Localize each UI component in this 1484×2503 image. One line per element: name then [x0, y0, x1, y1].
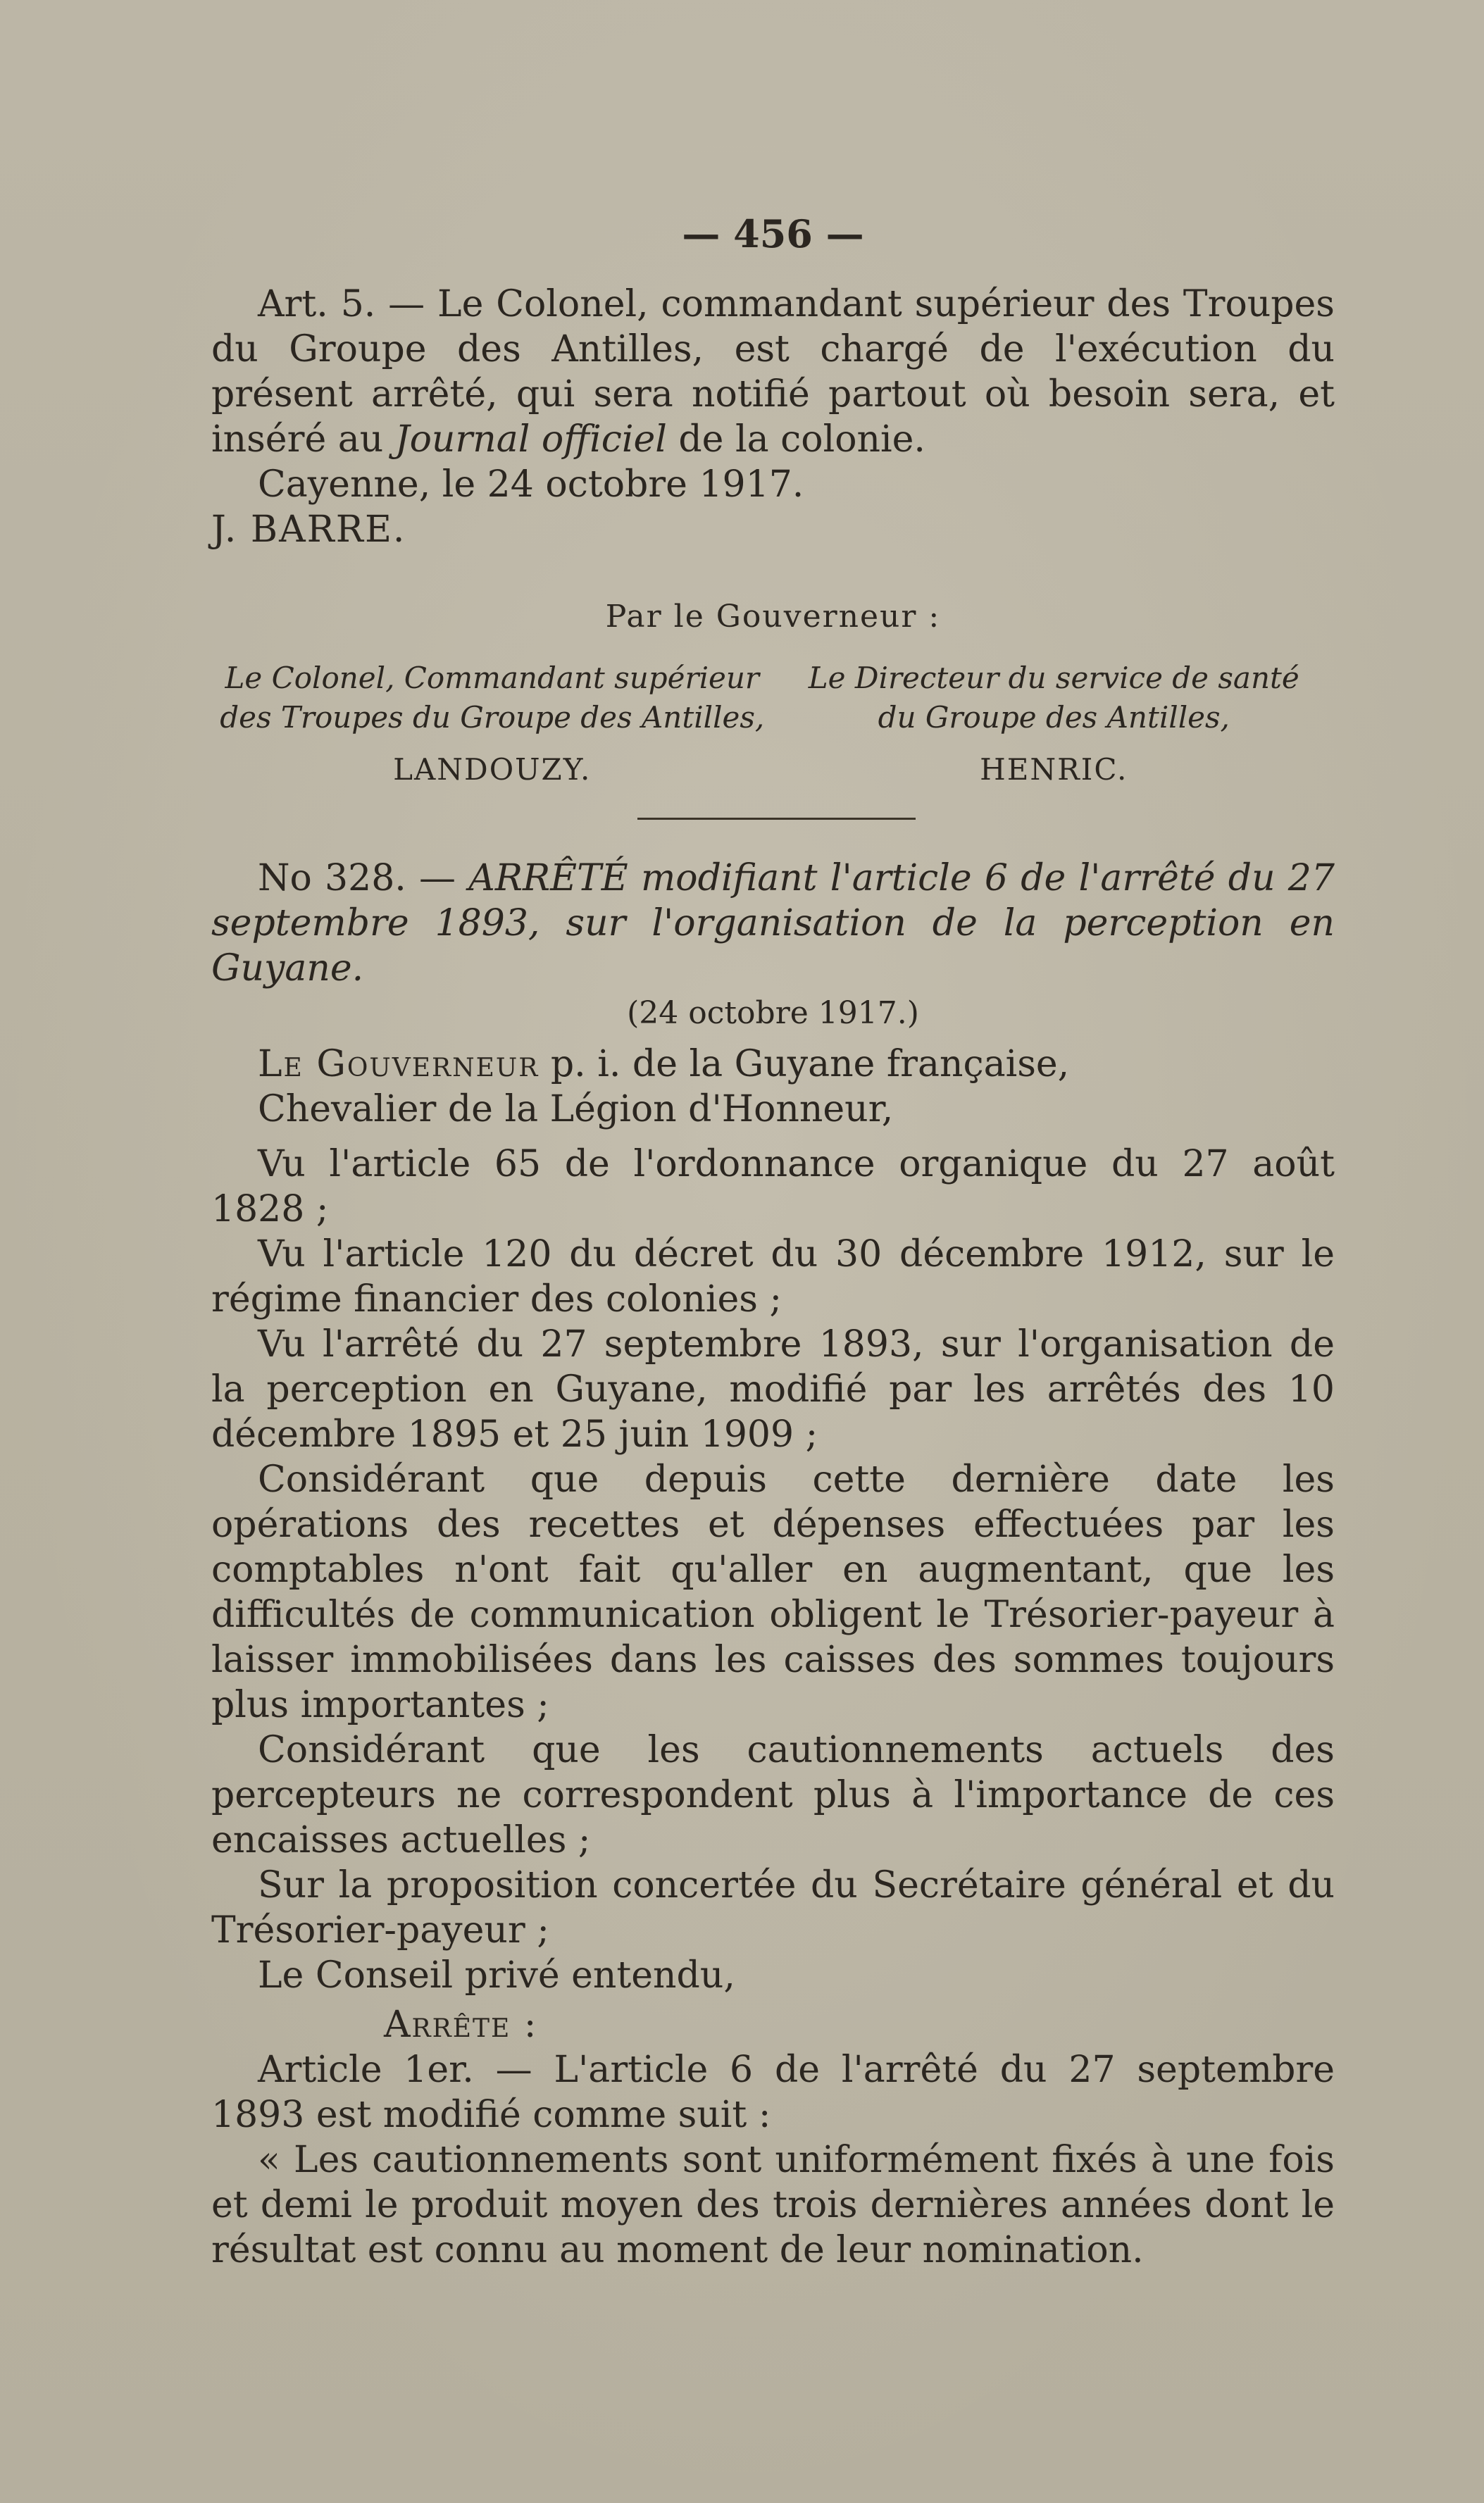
decree-number: No 328. — — [258, 857, 469, 899]
vu-paragraph-2: Vu l'article 120 du décret du 30 décembre 1912, sur le régime financier des colonies ; — [211, 1233, 1335, 1321]
vu-paragraph-3: Vu l'arrêté du 27 septembre 1893, sur l'organisation de la perception en Guyane, modifié par les arrêtés des 10 décembre 1895 et 25 juin 1909 ; — [211, 1323, 1335, 1456]
considerant-paragraph-1: Considérant que depuis cette dernière date les opérations des recettes et dépenses effectuées par les comptables n'ont fait qu'aller en augmentant, que les difficultés de communication obligent le Trésorier-payeur à laisser immobilisées dans les caisses des sommes toujours plus importantes ; — [211, 1459, 1335, 1726]
article-1-paragraph — [211, 2047, 1335, 2137]
article-1-text: L'article 6 de l'arrêté du 27 septembre 1893 est modifié comme suit : — [211, 2049, 1335, 2136]
page-number — [211, 211, 1335, 256]
decree-title — [211, 856, 1335, 991]
journal-officiel: Journal officiel — [394, 418, 667, 461]
signatories-grid — [211, 658, 1335, 789]
signatory-left — [211, 658, 773, 789]
signature-barre: J. BARRE. — [211, 508, 406, 551]
signatory-right — [773, 658, 1335, 789]
decree-title-text: ARRÊTÉ modifiant l'article 6 de l'arrêté du 27 septembre 1893, sur l'organisation de la perception en Guyane. — [211, 857, 1335, 990]
considerant-paragraph-2: Considérant que les cautionnements actuels des percepteurs ne correspondent plus à l'importance de ces encaisses actuelles ; — [211, 1729, 1335, 1861]
proposition-paragraph: Sur la proposition concertée du Secrétaire général et du Trésorier-payeur ; — [211, 1864, 1335, 1952]
conseil-paragraph: Le Conseil privé entendu, — [258, 1954, 735, 1997]
left-name: LANDOUZY. — [393, 752, 592, 787]
chevalier-line: Chevalier de la Légion d'Honneur, — [258, 1088, 894, 1130]
left-title-1: Le Colonel, Commandant supérieur — [225, 661, 759, 695]
signatories-block — [211, 658, 1335, 789]
arrete-heading: Arrête : — [384, 2004, 538, 2046]
right-name: HENRIC. — [980, 752, 1128, 787]
article-1-label: Article 1er. — — [258, 2049, 554, 2091]
left-title-2: des Troupes du Groupe des Antilles, — [220, 700, 765, 735]
article-5-paragraph — [211, 282, 1335, 462]
date-line: Cayenne, le 24 octobre 1917. — [258, 463, 804, 506]
governor-line-block — [211, 597, 1335, 637]
article-5-block — [211, 282, 1335, 552]
quote-paragraph: « Les cautionnements sont uniformément fixés à une fois et demi le produit moyen des trois dernières années dont le résultat est connu au moment de leur nomination. — [211, 2139, 1335, 2271]
article-5-text-after: de la colonie. — [666, 418, 925, 461]
governor-line: Par le Gouverneur : — [605, 599, 941, 635]
right-title-2: du Groupe des Antilles, — [878, 700, 1230, 735]
governor-heading — [211, 1042, 1335, 1087]
decree-block — [211, 856, 1335, 2273]
governor-smallcaps: Le Gouverneur — [258, 1043, 540, 1085]
page-number-text: — 456 — — [682, 211, 864, 256]
decree-date: (24 octobre 1917.) — [627, 995, 919, 1031]
separator-rule — [637, 818, 916, 820]
vu-paragraph-1: Vu l'article 65 de l'ordonnance organique du 27 août 1828 ; — [211, 1143, 1335, 1230]
article-5-text-before: Art. 5. — Le Colonel, commandant supérieur des Troupes du Groupe des Antilles, est chargé de l'exécution du présent arrêté, qui sera notifié partout où besoin sera, et inséré au — [211, 283, 1335, 461]
right-title-1: Le Directeur du service de santé — [808, 661, 1299, 695]
governor-rest: p. i. de la Guyane française, — [539, 1043, 1070, 1085]
